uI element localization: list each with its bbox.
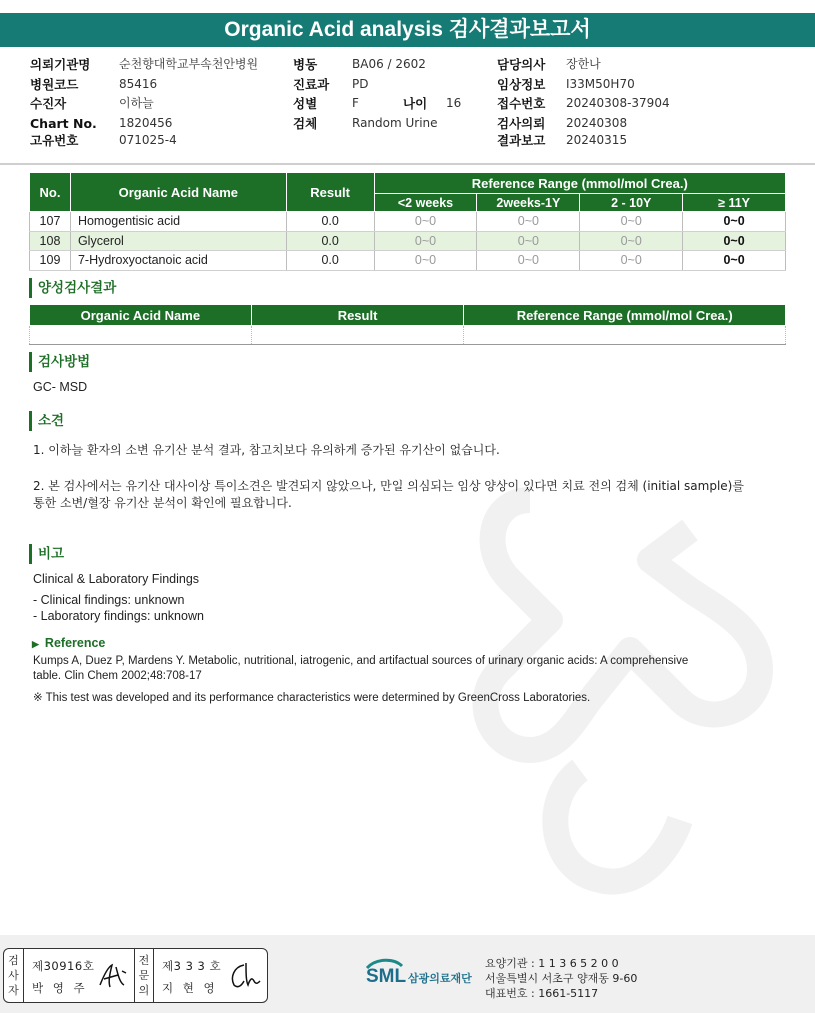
info-value: 20240308 [566, 115, 628, 130]
cell-name: 7-Hydroxyoctanoic acid [70, 251, 286, 271]
info-label: 검사의뢰 [497, 115, 546, 131]
cell-name: Glycerol [70, 231, 286, 251]
info-label: 수진자 [30, 96, 67, 111]
col-header-name: Organic Acid Name [30, 305, 252, 326]
info-label: 병동 [293, 57, 318, 72]
reference-heading-text: Reference [44, 636, 106, 650]
info-label: 검체 [293, 115, 318, 131]
examiner-label-text: 검사자 [8, 954, 19, 997]
info-value: 20240315 [566, 133, 628, 147]
positive-results-table [29, 304, 786, 345]
remarks-heading: 비고 [29, 544, 64, 564]
empty-cell [251, 326, 464, 345]
org-name: 삼광의료재단 [408, 972, 472, 985]
col-header-no: No. [30, 173, 71, 212]
cell-result: 0.0 [286, 231, 374, 251]
results-table [29, 172, 786, 271]
cell-ref: 0~0 [683, 251, 786, 271]
info-value: F [352, 96, 359, 110]
cell-ref: 0~0 [374, 231, 477, 251]
specialist-name: 지 현 영 [162, 981, 218, 995]
cell-ref: 0~0 [580, 212, 683, 232]
info-row [497, 131, 797, 151]
positive-results-heading: 양성검사결과 [29, 278, 116, 298]
empty-cell [30, 326, 252, 345]
finding-paragraph-2-line2: 통한 소변/혈장 유기산 분석이 확인에 필요합니다. [33, 496, 292, 510]
col-header-range: 2 - 10Y [580, 194, 683, 212]
col-header-name: Organic Acid Name [70, 173, 286, 212]
info-value: 이하늘 [119, 96, 154, 110]
examiner-cert: 제30916호 [32, 959, 95, 973]
info-label: 접수번호 [497, 96, 546, 111]
specialist-label-text: 전문의 [138, 954, 150, 997]
signature-box [3, 948, 268, 1003]
findings-heading: 소견 [29, 411, 64, 431]
age-label: 나이 [403, 96, 428, 111]
info-value: Random Urine [352, 115, 438, 130]
info-row [293, 75, 493, 95]
cell-ref: 0~0 [580, 231, 683, 251]
info-divider [0, 163, 815, 165]
age-value: 16 [446, 96, 462, 110]
info-value: PD [352, 76, 369, 91]
method-text: GC- MSD [33, 380, 88, 394]
cell-ref: 0~0 [477, 212, 580, 232]
finding-paragraph-2-line1: 2. 본 검사에서는 유기산 대사이상 특이소견은 발견되지 않았으나, 만일 의심되는 임상 양상이 있다면 치료 전의 검체 (initial sample)를 [33, 479, 744, 493]
col-header-range: 2weeks-1Y [477, 194, 580, 212]
examiner-signature-icon [96, 961, 130, 993]
cell-no: 108 [30, 231, 71, 251]
info-row [497, 94, 797, 114]
cell-ref: 0~0 [374, 251, 477, 271]
patient-info-col1 [30, 55, 290, 151]
info-row [30, 131, 290, 151]
info-label: 성별 [293, 96, 318, 111]
cell-ref: 0~0 [374, 212, 477, 232]
reference-heading [32, 636, 105, 650]
info-row [30, 55, 290, 75]
logo-text: SML [366, 966, 407, 987]
table-row [30, 231, 786, 251]
cell-name: Homogentisic acid [70, 212, 286, 232]
cell-result: 0.0 [286, 251, 374, 271]
table-header-row [30, 305, 786, 326]
info-label: 병원코드 [30, 76, 79, 92]
info-row [497, 55, 797, 75]
col-header-result: Result [251, 305, 464, 326]
info-label: 임상정보 [497, 76, 546, 92]
reference-line: Kumps A, Duez P, Mardens Y. Metabolic, nutritional, iatrogenic, and artifactual sources of urinary organic acids: A comprehensive [33, 655, 689, 667]
info-row [293, 94, 493, 114]
info-row [30, 94, 290, 114]
info-value: 20240308-37904 [566, 96, 670, 110]
cell-ref: 0~0 [477, 251, 580, 271]
cell-ref: 0~0 [477, 231, 580, 251]
info-value: 85416 [119, 76, 158, 91]
col-header-range: ≥ 11Y [683, 194, 786, 212]
info-row [293, 55, 493, 75]
info-value: 1820456 [119, 115, 173, 130]
method-heading: 검사방법 [29, 352, 90, 372]
table-row [30, 326, 786, 345]
info-label: Chart No. [30, 115, 97, 131]
cell-ref: 0~0 [683, 231, 786, 251]
cell-ref: 0~0 [580, 251, 683, 271]
sml-logo [364, 958, 484, 994]
info-value: 순천향대학교부속천안병원 [119, 57, 259, 71]
info-label: 고유번호 [30, 133, 79, 148]
org-address: 서울특별시 서초구 양재동 9-60 [485, 972, 638, 985]
specialist-label [134, 949, 154, 1002]
cell-ref: 0~0 [683, 212, 786, 232]
laboratory-findings: - Laboratory findings: unknown [33, 609, 204, 623]
info-value: BA06 / 2602 [352, 57, 426, 71]
examiner-name: 박 영 주 [32, 981, 88, 995]
reference-line: table. Clin Chem 2002;48:708-17 [33, 670, 202, 682]
empty-cell [464, 326, 786, 345]
info-value: 071025-4 [119, 133, 177, 147]
table-row [30, 251, 786, 271]
remarks-title: Clinical & Laboratory Findings [33, 572, 200, 586]
report-title: Organic Acid analysis 검사결과보고서 [0, 13, 815, 47]
table-row [30, 212, 786, 232]
info-value: 장한나 [566, 57, 601, 71]
info-label: 결과보고 [497, 133, 546, 148]
col-header-range: <2 weeks [374, 194, 477, 212]
cell-result: 0.0 [286, 212, 374, 232]
patient-info-col3 [497, 55, 797, 151]
cell-no: 109 [30, 251, 71, 271]
info-label: 진료과 [293, 76, 330, 92]
specialist-cert: 제3 3 3 호 [162, 959, 222, 973]
info-row [30, 75, 290, 95]
org-info [485, 956, 637, 1001]
examiner-label [4, 949, 24, 1002]
cell-no: 107 [30, 212, 71, 232]
info-value: I33M50H70 [566, 76, 635, 91]
finding-paragraph-1: 1. 이하늘 환자의 소변 유기산 분석 결과, 참고치보다 유의하게 증가된 유기산이 없습니다. [33, 443, 500, 457]
specialist-signature-icon [226, 959, 264, 993]
org-phone: 대표번호 : 1661-5117 [485, 987, 599, 1000]
triangle-bullet-icon: ▶ [32, 639, 39, 649]
info-label: 의뢰기관명 [30, 57, 91, 72]
disclaimer-note: ※ This test was developed and its performance characteristics were determined by GreenCross Laboratories. [33, 692, 591, 704]
org-code: 요양기관 : 1 1 3 6 5 2 0 0 [485, 957, 619, 970]
info-label: 담당의사 [497, 57, 546, 72]
col-header-reference: Reference Range (mmol/mol Crea.) [374, 173, 785, 194]
patient-info-col2 [293, 55, 493, 133]
info-row [293, 114, 493, 134]
col-header-result: Result [286, 173, 374, 212]
col-header-reference: Reference Range (mmol/mol Crea.) [464, 305, 786, 326]
clinical-findings: - Clinical findings: unknown [33, 593, 185, 607]
table-header-row [30, 173, 786, 194]
reference-citation [33, 654, 773, 684]
info-row [497, 75, 797, 95]
